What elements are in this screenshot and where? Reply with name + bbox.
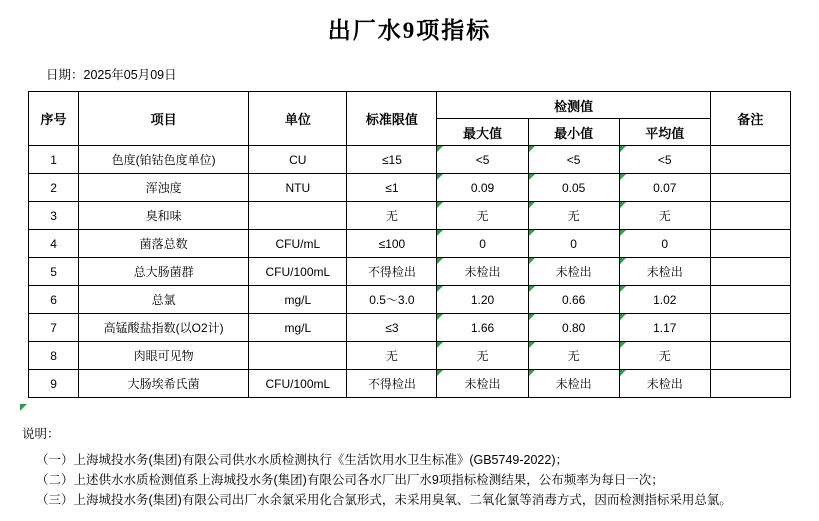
cell-unit: NTU [249, 174, 347, 202]
table-row [29, 230, 791, 258]
stray-green-marker [20, 404, 27, 411]
cell-max-value: 未检出 [437, 258, 528, 286]
cell-green-marker [620, 202, 626, 208]
cell-green-marker [529, 370, 535, 376]
cell-green-marker [437, 174, 443, 180]
note-line-2: （二）上述供水水质检测值系上海城投水务(集团)有限公司各水厂出厂水9项指标检测结果，公布频率为每日一次； [36, 473, 664, 487]
header-max: 最大值 [437, 119, 528, 146]
cell-min-value: 未检出 [528, 258, 619, 286]
header-no: 序号 [29, 92, 79, 146]
cell-green-marker [620, 314, 626, 320]
cell-unit: CFU/mL [249, 230, 347, 258]
cell-item: 高锰酸盐指数(以O2计) [79, 314, 249, 342]
table-row [29, 258, 791, 286]
cell-remark [710, 146, 790, 174]
cell-avg-value: 1.17 [619, 314, 710, 342]
cell-remark [710, 174, 790, 202]
cell-green-marker [529, 202, 535, 208]
cell-item: 色度(铂钴色度单位) [79, 146, 249, 174]
table-row [29, 342, 791, 370]
cell-limit: ≤1 [347, 174, 437, 202]
cell-avg-value: 无 [619, 342, 710, 370]
cell-remark [710, 314, 790, 342]
cell-green-marker [437, 258, 443, 264]
notes-section [22, 424, 819, 510]
cell-green-marker [620, 370, 626, 376]
cell-min-value: 无 [528, 342, 619, 370]
cell-unit: CFU/100mL [249, 258, 347, 286]
header-avg: 平均值 [619, 119, 710, 146]
cell-green-marker [620, 230, 626, 236]
cell-min-value: <5 [528, 146, 619, 174]
table-row [29, 174, 791, 202]
cell-unit [249, 202, 347, 230]
cell-no: 4 [29, 230, 79, 258]
cell-min-value: 0.66 [528, 286, 619, 314]
cell-remark [710, 286, 790, 314]
cell-limit: ≤100 [347, 230, 437, 258]
cell-max-value: 无 [437, 202, 528, 230]
cell-green-marker [529, 146, 535, 152]
cell-item: 浑浊度 [79, 174, 249, 202]
cell-item: 总氯 [79, 286, 249, 314]
cell-green-marker [437, 146, 443, 152]
cell-remark [710, 342, 790, 370]
cell-max-value: 1.66 [437, 314, 528, 342]
table-row [29, 370, 791, 398]
cell-min-value: 无 [528, 202, 619, 230]
cell-avg-value: 0 [619, 230, 710, 258]
cell-min-value: 0.05 [528, 174, 619, 202]
header-item: 项目 [79, 92, 249, 146]
cell-remark [710, 370, 790, 398]
cell-green-marker [529, 258, 535, 264]
cell-no: 2 [29, 174, 79, 202]
cell-avg-value: 无 [619, 202, 710, 230]
table-header-row-1 [29, 92, 791, 119]
cell-avg-value: 1.02 [619, 286, 710, 314]
cell-green-marker [529, 342, 535, 348]
cell-remark [710, 202, 790, 230]
cell-limit: ≤3 [347, 314, 437, 342]
cell-unit: mg/L [249, 286, 347, 314]
cell-item: 臭和味 [79, 202, 249, 230]
cell-max-value: 0.09 [437, 174, 528, 202]
cell-green-marker [620, 342, 626, 348]
cell-avg-value: 未检出 [619, 370, 710, 398]
cell-limit: 无 [347, 202, 437, 230]
header-limit: 标准限值 [347, 92, 437, 146]
table-row [29, 286, 791, 314]
cell-no: 9 [29, 370, 79, 398]
cell-green-marker [437, 342, 443, 348]
cell-green-marker [529, 286, 535, 292]
cell-green-marker [437, 202, 443, 208]
cell-limit: ≤15 [347, 146, 437, 174]
header-detection: 检测值 [437, 92, 710, 119]
cell-max-value: 1.20 [437, 286, 528, 314]
cell-max-value: 无 [437, 342, 528, 370]
cell-green-marker [620, 174, 626, 180]
header-remark: 备注 [710, 92, 790, 146]
cell-avg-value: <5 [619, 146, 710, 174]
page-title: 出厂水9项指标 [327, 18, 492, 43]
cell-avg-value: 0.07 [619, 174, 710, 202]
cell-max-value: 0 [437, 230, 528, 258]
cell-green-marker [437, 230, 443, 236]
table-header [29, 92, 791, 146]
cell-green-marker [437, 286, 443, 292]
cell-green-marker [620, 258, 626, 264]
note-line-1: （一）上海城投水务(集团)有限公司供水水质检测执行《生活饮用水卫生标准》(GB5749-2022)； [36, 453, 568, 467]
table-row [29, 314, 791, 342]
cell-no: 3 [29, 202, 79, 230]
cell-green-marker [437, 314, 443, 320]
report-date: 日期：2025年05月09日 [46, 68, 177, 82]
cell-green-marker [529, 174, 535, 180]
cell-green-marker [529, 314, 535, 320]
cell-no: 5 [29, 258, 79, 286]
cell-unit [249, 342, 347, 370]
cell-remark [710, 258, 790, 286]
cell-no: 8 [29, 342, 79, 370]
table-row [29, 202, 791, 230]
cell-limit: 0.5～3.0 [347, 286, 437, 314]
cell-green-marker [620, 146, 626, 152]
cell-item: 大肠埃希氏菌 [79, 370, 249, 398]
report-table-wrapper [28, 91, 791, 398]
cell-min-value: 未检出 [528, 370, 619, 398]
cell-min-value: 0.80 [528, 314, 619, 342]
cell-limit: 不得检出 [347, 258, 437, 286]
cell-remark [710, 230, 790, 258]
table-body [29, 146, 791, 398]
header-min: 最小值 [528, 119, 619, 146]
cell-green-marker [620, 286, 626, 292]
cell-green-marker [529, 230, 535, 236]
water-quality-table [28, 91, 791, 398]
cell-item: 肉眼可见物 [79, 342, 249, 370]
cell-max-value: <5 [437, 146, 528, 174]
cell-min-value: 0 [528, 230, 619, 258]
cell-unit: CFU/100mL [249, 370, 347, 398]
cell-no: 6 [29, 286, 79, 314]
cell-no: 7 [29, 314, 79, 342]
cell-item: 菌落总数 [79, 230, 249, 258]
cell-unit: CU [249, 146, 347, 174]
cell-unit: mg/L [249, 314, 347, 342]
table-row [29, 146, 791, 174]
cell-item: 总大肠菌群 [79, 258, 249, 286]
notes-title: 说明： [22, 427, 60, 441]
cell-avg-value: 未检出 [619, 258, 710, 286]
note-line-3: （三）上海城投水务(集团)有限公司出厂水余氯采用化合氯形式，未采用臭氧、二氧化氯等消毒方式，因而检测指标采用总氯。 [36, 493, 732, 507]
cell-limit: 无 [347, 342, 437, 370]
cell-max-value: 未检出 [437, 370, 528, 398]
header-unit: 单位 [249, 92, 347, 146]
cell-no: 1 [29, 146, 79, 174]
cell-limit: 不得检出 [347, 370, 437, 398]
cell-green-marker [437, 370, 443, 376]
